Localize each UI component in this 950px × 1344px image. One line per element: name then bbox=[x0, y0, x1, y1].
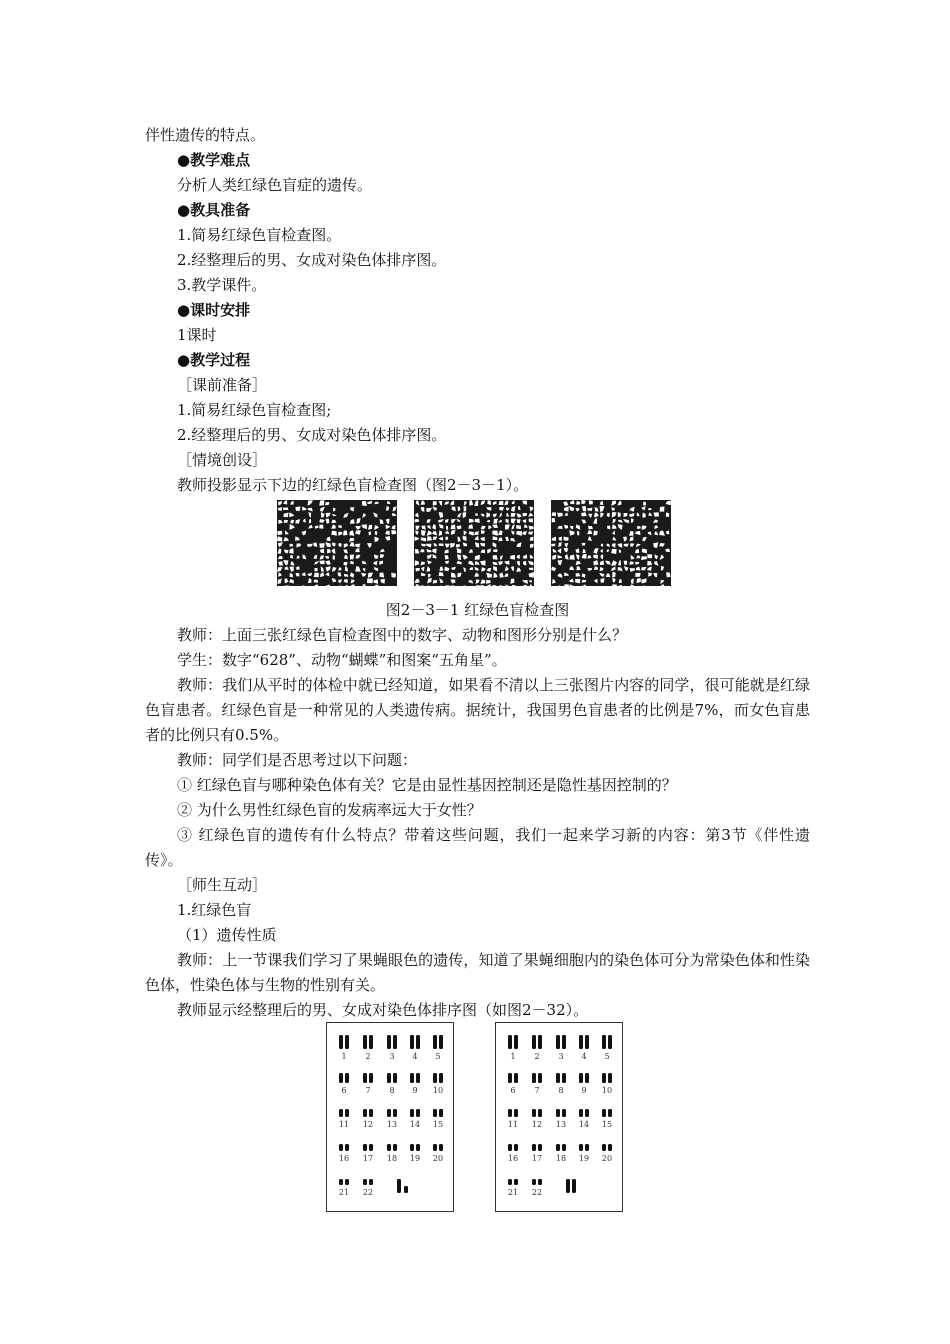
chromosome-label: 1 bbox=[341, 1052, 347, 1061]
chromosome-label: 17 bbox=[362, 1154, 374, 1163]
chromosome-label: 5 bbox=[604, 1052, 610, 1061]
chromosome-pair bbox=[363, 1035, 373, 1049]
dialogue-line: 教师：上面三张红绿色盲检查图中的数字、动物和图形分别是什么？ bbox=[177, 626, 628, 644]
chromosome-label: 7 bbox=[534, 1086, 540, 1095]
chromosome-label: 2 bbox=[365, 1052, 371, 1061]
chromosome-pair bbox=[339, 1073, 349, 1083]
plate-mosaic bbox=[277, 500, 397, 586]
question-item: ③ 红绿色盲的遗传有什么特点？带着这些问题，我们一起来学习新的内容：第3节《伴性遗传》。 bbox=[145, 826, 810, 869]
chromosome-pair bbox=[363, 1179, 373, 1185]
color-test-plate-1 bbox=[277, 500, 397, 586]
chromosome-pair bbox=[339, 1144, 349, 1151]
chromosome-label: 19 bbox=[409, 1154, 421, 1163]
chromosome-pair bbox=[410, 1109, 420, 1117]
chromosome-label: 16 bbox=[507, 1154, 519, 1163]
list-item: 3.教学课件。 bbox=[177, 276, 267, 294]
chromosome-pair bbox=[579, 1109, 589, 1117]
chromosome-pair bbox=[508, 1179, 518, 1185]
karyotype-chart bbox=[327, 1023, 453, 1211]
chromosome-label: 20 bbox=[432, 1154, 444, 1163]
chromosome-pair bbox=[532, 1073, 542, 1083]
subsection-heading: ［师生互动］ bbox=[177, 876, 268, 894]
chromosome-label: 16 bbox=[338, 1154, 350, 1163]
sex-chromosomes bbox=[566, 1179, 576, 1193]
chromosome-label: 13 bbox=[555, 1120, 567, 1129]
chromosome-label: 15 bbox=[601, 1120, 613, 1129]
chromosome-label: 18 bbox=[386, 1154, 398, 1163]
chromosome-pair bbox=[339, 1109, 349, 1117]
chromosome-pair bbox=[433, 1073, 443, 1083]
chromosome-pair bbox=[579, 1144, 589, 1151]
chromosome-pair bbox=[508, 1109, 518, 1117]
chromosome-label: 14 bbox=[409, 1120, 421, 1129]
chromosome-label: 8 bbox=[389, 1086, 395, 1095]
paragraph: 教师：上一节课我们学习了果蝇眼色的遗传，知道了果蝇细胞内的染色体可分为常染色体和性染色体，性染色体与生物的性别有关。 bbox=[145, 951, 810, 994]
subsection-heading: ［情境创设］ bbox=[177, 451, 268, 469]
chromosome-label: 20 bbox=[601, 1154, 613, 1163]
plate-mosaic bbox=[551, 500, 671, 586]
chromosome-label: 15 bbox=[432, 1120, 444, 1129]
chromosome-pair bbox=[579, 1035, 589, 1049]
list-item: 2.经整理后的男、女成对染色体排序图。 bbox=[177, 251, 447, 269]
text-line: 1课时 bbox=[177, 326, 217, 344]
chromosome-label: 4 bbox=[581, 1052, 587, 1061]
chromosome-label: 10 bbox=[432, 1086, 444, 1095]
section-heading: ●教学难点 bbox=[177, 151, 251, 169]
chromosome-label: 3 bbox=[558, 1052, 564, 1061]
plate-mosaic bbox=[414, 500, 534, 586]
text-line: 教师显示经整理后的男、女成对染色体排序图（如图2－32）。 bbox=[177, 1001, 589, 1019]
chromosome-pair bbox=[433, 1035, 443, 1049]
chromosome-pair bbox=[579, 1073, 589, 1083]
chromosome-label: 1 bbox=[510, 1052, 516, 1061]
paragraph: 教师：我们从平时的体检中就已经知道，如果看不清以上三张图片内容的同学，很可能就是红绿色盲患者。红绿色盲是一种常见的人类遗传病。据统计，我国男色盲患者的比例是7%，而女色盲患者的比例只有0.5%。 bbox=[145, 676, 810, 744]
text-line: 伴性遗传的特点。 bbox=[145, 126, 266, 144]
chromosome-pair bbox=[363, 1073, 373, 1083]
chromosome-pair bbox=[508, 1073, 518, 1083]
chromosome-label: 10 bbox=[601, 1086, 613, 1095]
section-heading: ●课时安排 bbox=[177, 301, 251, 319]
color-test-plate-2 bbox=[414, 500, 534, 586]
karyotype-female bbox=[495, 1022, 623, 1212]
section-number: 1.红绿色盲 bbox=[177, 901, 252, 919]
chromosome-pair bbox=[339, 1179, 349, 1185]
chromosome-label: 6 bbox=[510, 1086, 516, 1095]
chromosome-label: 13 bbox=[386, 1120, 398, 1129]
color-test-plate-3 bbox=[551, 500, 671, 586]
chromosome-label: 9 bbox=[412, 1086, 418, 1095]
chromosome-pair bbox=[387, 1144, 397, 1151]
chromosome-pair bbox=[532, 1035, 542, 1049]
list-item: 1.简易红绿色盲检查图。 bbox=[177, 226, 342, 244]
chromosome-pair bbox=[602, 1073, 612, 1083]
chromosome-label: 11 bbox=[338, 1120, 350, 1129]
dialogue-line: 学生：数字“628”、动物“蝴蝶”和图案“五角星”。 bbox=[177, 651, 507, 669]
chromosome-pair bbox=[556, 1109, 566, 1117]
chromosome-pair bbox=[532, 1179, 542, 1185]
chromosome-pair bbox=[508, 1035, 518, 1049]
chromosome-label: 2 bbox=[534, 1052, 540, 1061]
subsection-heading: ［课前准备］ bbox=[177, 376, 268, 394]
list-item: 2.经整理后的男、女成对染色体排序图。 bbox=[177, 426, 447, 444]
chromosome-label: 6 bbox=[341, 1086, 347, 1095]
chromosome-label: 19 bbox=[578, 1154, 590, 1163]
chromosome-label: 9 bbox=[581, 1086, 587, 1095]
chromosome-label: 11 bbox=[507, 1120, 519, 1129]
figure-caption: 图2－3－1 红绿色盲检查图 bbox=[385, 601, 570, 619]
chromosome-label: 8 bbox=[558, 1086, 564, 1095]
karyotype-male bbox=[326, 1022, 454, 1212]
text-line: 教师投影显示下边的红绿色盲检查图（图2－3－1）。 bbox=[177, 476, 529, 494]
chromosome-pair bbox=[602, 1144, 612, 1151]
sex-chromosomes bbox=[397, 1179, 408, 1193]
chromosome-pair bbox=[410, 1144, 420, 1151]
chromosome-label: 7 bbox=[365, 1086, 371, 1095]
list-item: 1.简易红绿色盲检查图; bbox=[177, 401, 332, 419]
chromosome-label: 17 bbox=[531, 1154, 543, 1163]
chromosome-label: 21 bbox=[338, 1188, 350, 1197]
chromosome-label: 22 bbox=[362, 1188, 374, 1197]
chromosome-pair bbox=[433, 1144, 443, 1151]
chromosome-label: 4 bbox=[412, 1052, 418, 1061]
question-item: ② 为什么男性红绿色盲的发病率远大于女性？ bbox=[177, 801, 482, 819]
chromosome-label: 18 bbox=[555, 1154, 567, 1163]
section-heading: ●教具准备 bbox=[177, 201, 251, 219]
chromosome-pair bbox=[602, 1035, 612, 1049]
chromosome-label: 3 bbox=[389, 1052, 395, 1061]
dialogue-line: 教师：同学们是否思考过以下问题： bbox=[177, 751, 418, 769]
chromosome-pair bbox=[556, 1144, 566, 1151]
chromosome-label: 14 bbox=[578, 1120, 590, 1129]
chromosome-pair bbox=[339, 1035, 349, 1049]
chromosome-pair bbox=[387, 1073, 397, 1083]
chromosome-label: 22 bbox=[531, 1188, 543, 1197]
chromosome-pair bbox=[363, 1144, 373, 1151]
text-line: 分析人类红绿色盲症的遗传。 bbox=[177, 176, 373, 194]
chromosome-pair bbox=[532, 1144, 542, 1151]
chromosome-pair bbox=[387, 1035, 397, 1049]
chromosome-label: 5 bbox=[435, 1052, 441, 1061]
chromosome-pair bbox=[363, 1109, 373, 1117]
question-item: ① 红绿色盲与哪种染色体有关？它是由显性基因控制还是隐性基因控制的？ bbox=[177, 776, 677, 794]
subsection-number: （1）遗传性质 bbox=[177, 926, 277, 944]
chromosome-pair bbox=[508, 1144, 518, 1151]
karyotype-chart bbox=[496, 1023, 622, 1211]
chromosome-label: 21 bbox=[507, 1188, 519, 1197]
chromosome-pair bbox=[602, 1109, 612, 1117]
chromosome-label: 12 bbox=[531, 1120, 543, 1129]
chromosome-label: 12 bbox=[362, 1120, 374, 1129]
section-heading: ●教学过程 bbox=[177, 351, 251, 369]
chromosome-pair bbox=[387, 1109, 397, 1117]
chromosome-pair bbox=[556, 1073, 566, 1083]
chromosome-pair bbox=[410, 1035, 420, 1049]
chromosome-pair bbox=[433, 1109, 443, 1117]
chromosome-pair bbox=[556, 1035, 566, 1049]
chromosome-pair bbox=[410, 1073, 420, 1083]
chromosome-pair bbox=[532, 1109, 542, 1117]
